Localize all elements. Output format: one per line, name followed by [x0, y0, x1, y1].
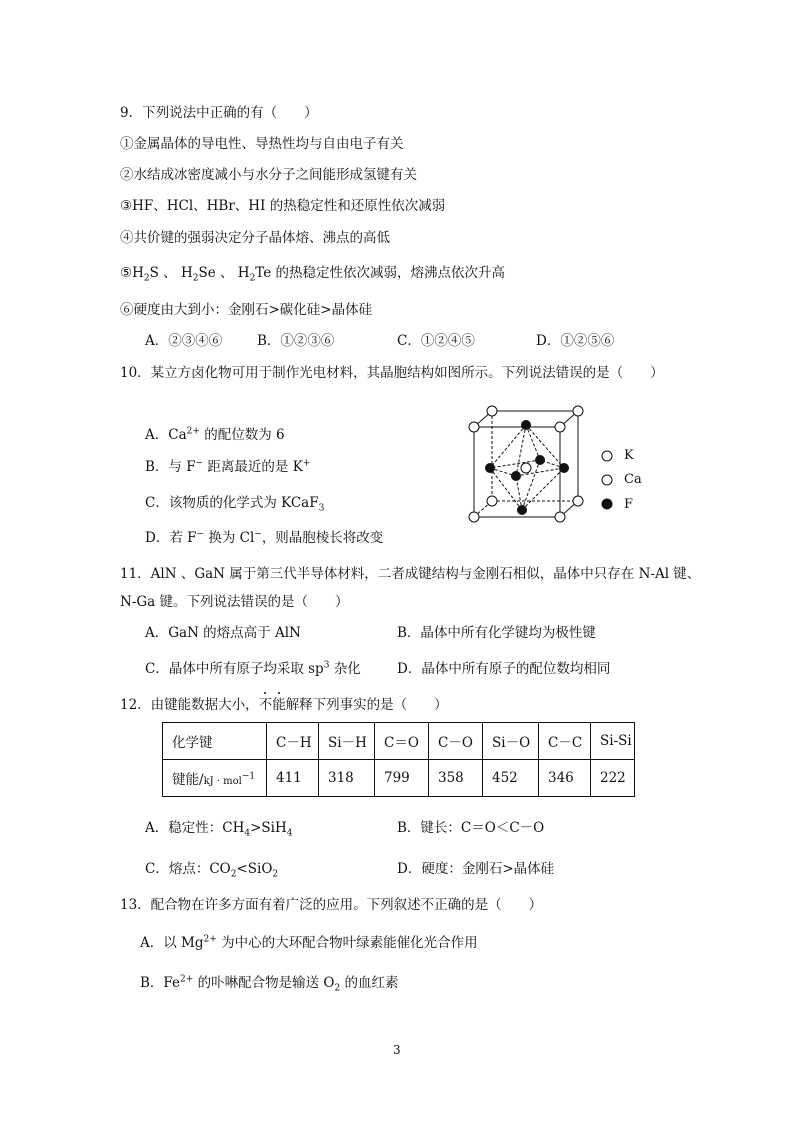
q13-option-a: A．以 $Mg^{2+}$ 为中心的大环配合物叶绿素能催化光合作用 — [140, 934, 478, 951]
table-header-cell: C＝O — [375, 723, 429, 760]
table-header-cell: C－C — [539, 723, 591, 760]
k-atom — [573, 406, 583, 416]
q13-stem: 13．配合物在许多方面有着广泛的应用。下列叙述不正确的是（ ） — [120, 897, 543, 913]
q11-option-d: D．晶体中所有原子的配位数均相同 — [397, 661, 611, 677]
q10-option-c: C．该物质的化学式为 KCaF$_3$ — [145, 495, 325, 514]
q9-stem: 9．下列说法中正确的有（ ） — [120, 105, 318, 121]
k-atom — [487, 406, 497, 416]
q11-stem-line1: 11．AlN 、GaN 属于第三代半导体材料，二者成键结构与金刚石相似，晶体中只存在 N-Al 键、 — [120, 566, 701, 582]
table-header-cell: Si－O — [483, 723, 539, 760]
q11-stem-line2: N-Ga 键。下列说法错误的是（ ） — [120, 594, 349, 610]
q9-option-a: A．②③④⑥ — [145, 333, 223, 349]
q9-statement-2: ②水结成冰密度减小与水分子之间能形成氢键有关 — [120, 167, 417, 183]
k-atom — [555, 512, 565, 522]
q9-statement-6: ⑥硬度由大到小：金刚石>碳化硅>晶体硅 — [120, 302, 373, 318]
k-atom — [555, 422, 565, 432]
q9-statement-3: ③HF、HCl、HBr、HI 的热稳定性和还原性依次减弱 — [120, 198, 446, 214]
f-atom — [511, 471, 521, 481]
table-header-cell: Si－H — [319, 723, 375, 760]
table-cell: 318 — [319, 760, 375, 797]
f-atom — [559, 463, 569, 473]
table-cell: 411 — [267, 760, 319, 797]
table-header-cell: 化学键 — [163, 723, 267, 760]
table-cell: 358 — [429, 760, 483, 797]
page-number: 3 — [393, 1043, 401, 1057]
q11-option-a: A．GaN 的熔点高于 AlN — [145, 625, 301, 641]
q12-stem: 12．由键能数据大小，不能解释下列事实的是（ ） — [120, 697, 448, 713]
q10-stem: 10．某立方卤化物可用于制作光电材料，其晶胞结构如图所示。下列说法错误的是（ ） — [120, 365, 664, 381]
table-header-cell: C－H — [267, 723, 319, 760]
bond-energy-table — [162, 722, 635, 797]
ca-atom — [521, 463, 531, 473]
f-atom — [521, 420, 531, 430]
legend-ca-marker — [600, 473, 614, 487]
table-cell: 452 — [483, 760, 539, 797]
k-atom — [573, 496, 583, 506]
table-row-label: 键能/kJ · mol$^{-1}$ — [163, 760, 267, 797]
table-cell: 799 — [375, 760, 429, 797]
table-row — [163, 760, 635, 797]
q12-option-b: B．键长：C＝O＜C－O — [397, 820, 545, 836]
q9-statement-4: ④共价键的强弱决定分子晶体熔、沸点的高低 — [120, 230, 390, 246]
q9-statement-1: ①金属晶体的导电性、导热性均与自由电子有关 — [120, 136, 404, 152]
table-header-cell: C－O — [429, 723, 483, 760]
k-atom — [469, 512, 479, 522]
q9-statement-5: $⑤H_2S$ 、 $H_2Se$ 、 $H_2Te$ 的热稳定性依次减弱，熔沸点依次升高 — [120, 265, 506, 284]
q9-option-d: D．①②⑤⑥ — [536, 333, 615, 349]
table-cell: 346 — [539, 760, 591, 797]
table-header-cell: Si-Si — [591, 723, 635, 760]
q11-option-b: B．晶体中所有化学键均为极性键 — [397, 625, 596, 641]
legend-f-marker — [600, 497, 614, 511]
legend-ca-label: Ca — [624, 472, 642, 487]
f-atom — [517, 505, 527, 515]
q11-option-c: C．晶体中所有原子均采取 $sp^3$ 杂化 — [145, 660, 361, 677]
f-atom — [485, 463, 495, 473]
q9-option-c: C．①②④⑤ — [397, 333, 475, 349]
k-atom — [487, 496, 497, 506]
q12-option-a: A．稳定性：$CH_4>SiH_4$ — [145, 820, 293, 839]
q12-option-d: D．硬度：金刚石>晶体硅 — [397, 861, 555, 877]
crystal-cell-diagram — [460, 405, 595, 530]
legend-k-label: K — [624, 448, 634, 463]
legend-f-label: F — [624, 497, 634, 512]
f-atom — [535, 455, 545, 465]
q12-option-c: C．熔点：$CO_2<SiO_2$ — [145, 861, 279, 880]
q9-option-b: B．①②③⑥ — [257, 333, 335, 349]
k-atom — [469, 422, 479, 432]
q10-option-a: A．$Ca^{2+}$ 的配位数为 6 — [145, 426, 285, 443]
q10-option-d: D．若 F− 换为 Cl−，则晶胞棱长将改变 — [145, 529, 384, 546]
table-cell: 222 — [591, 760, 635, 797]
legend-k-marker — [600, 449, 614, 463]
table-header-row — [163, 723, 635, 760]
q10-option-b: B．与 F− 距离最近的是 K+ — [145, 458, 311, 475]
q13-option-b: B．$Fe^{2+}$ 的卟啉配合物是输送 $O_2$ 的血红素 — [140, 974, 399, 994]
